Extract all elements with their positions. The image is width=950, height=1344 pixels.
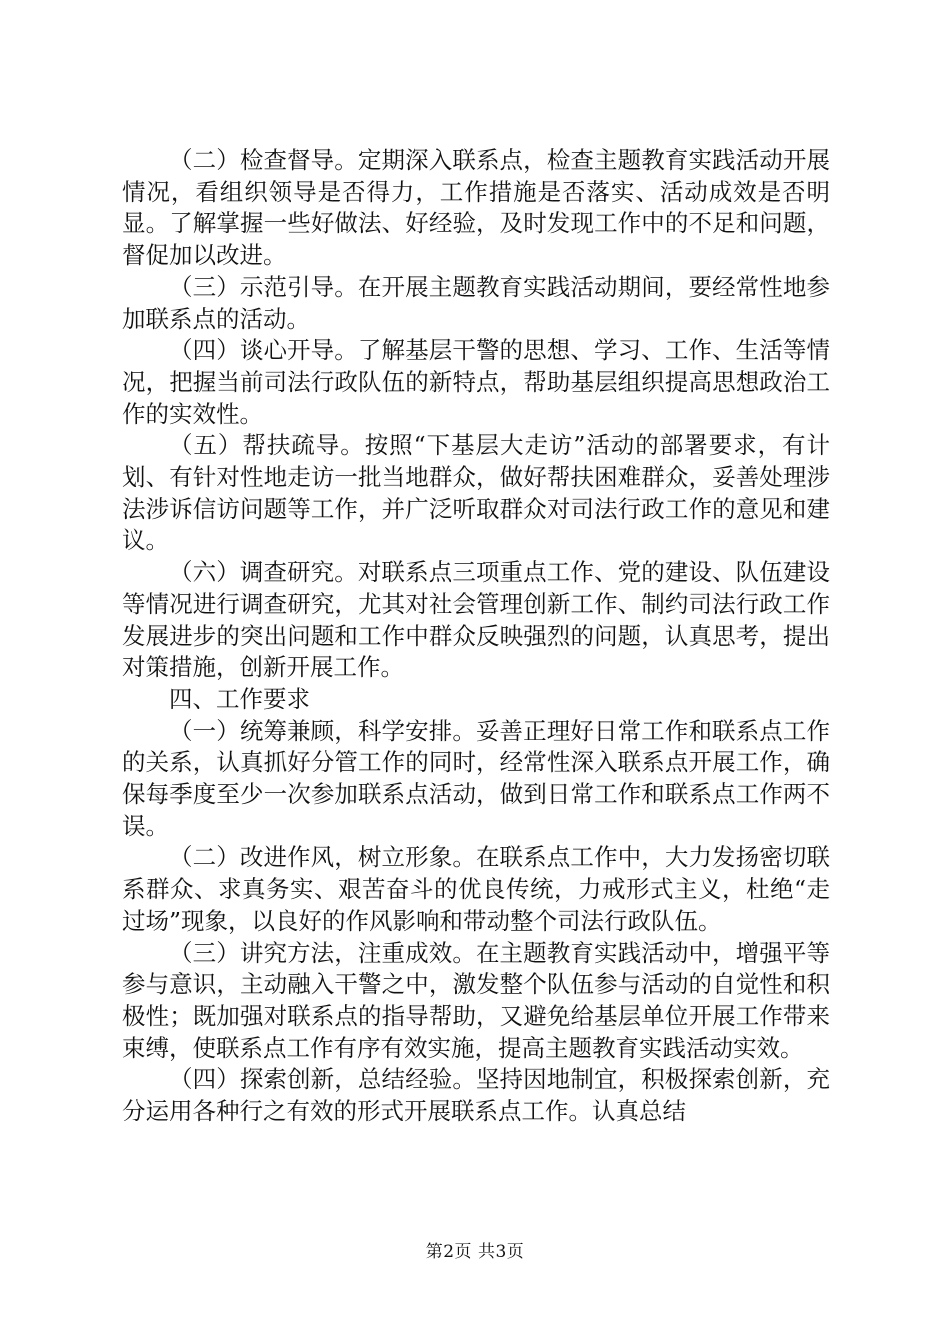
section-heading-work-requirements: 四、工作要求 [169, 684, 310, 713]
document-body [122, 145, 830, 1128]
paragraph-improve-work-style: （二）改进作风，树立形象。在联系点工作中，大力发扬密切联系群众、求真务实、艰苦奋斗的优良传统，力戒形式主义，杜绝“走过场”现象，以良好的作风影响和带动整个司法行政队伍。 [122, 843, 830, 935]
paragraph-assistance-guidance: （五）帮扶疏导。按照“下基层大走访”活动的部署要求，有计划、有针对性地走访一批当地群众，做好帮扶困难群众，妥善处理涉法涉诉信访问题等工作，并广泛听取群众对司法行政工作的意见和建议。 [122, 431, 830, 555]
paragraph-explore-innovate: （四）探索创新，总结经验。坚持因地制宜，积极探索创新，充分运用各种行之有效的形式开展联系点工作。认真总结 [122, 1065, 830, 1126]
page-number-footer: 第2页 共3页 [425, 1242, 525, 1262]
paragraph-inspection-supervision: （二）检查督导。定期深入联系点，检查主题教育实践活动开展情况，看组织领导是否得力，工作措施是否落实、活动成效是否明显。了解掌握一些好做法、好经验，及时发现工作中的不足和问题，督促加以改进。 [122, 146, 830, 270]
paragraph-investigation-research: （六）调查研究。对联系点三项重点工作、党的建设、队伍建设等情况进行调查研究，尤其对社会管理创新工作、制约司法行政工作发展进步的突出问题和工作中群众反映强烈的问题，认真思考，提出对策措施，创新开展工作。 [122, 558, 830, 682]
paragraph-method-effectiveness: （三）讲究方法，注重成效。在主题教育实践活动中，增强平等参与意识，主动融入干警之中，激发整个队伍参与活动的自觉性和积极性；既加强对联系点的指导帮助，又避免给基层单位开展工作带来束缚，使联系点工作有序有效实施，提高主题教育实践活动实效。 [122, 938, 830, 1062]
paragraph-overall-planning: （一）统筹兼顾，科学安排。妥善正理好日常工作和联系点工作的关系，认真抓好分管工作的同时，经常性深入联系点开展工作，确保每季度至少一次参加联系点活动，做到日常工作和联系点工作两不误。 [122, 716, 830, 840]
paragraph-demonstration-guidance: （三）示范引导。在开展主题教育实践活动期间，要经常性地参加联系点的活动。 [122, 272, 830, 333]
paragraph-heart-to-heart-talks: （四）谈心开导。了解基层干警的思想、学习、工作、生活等情况，把握当前司法行政队伍的新特点，帮助基层组织提高思想政治工作的实效性。 [122, 336, 830, 428]
